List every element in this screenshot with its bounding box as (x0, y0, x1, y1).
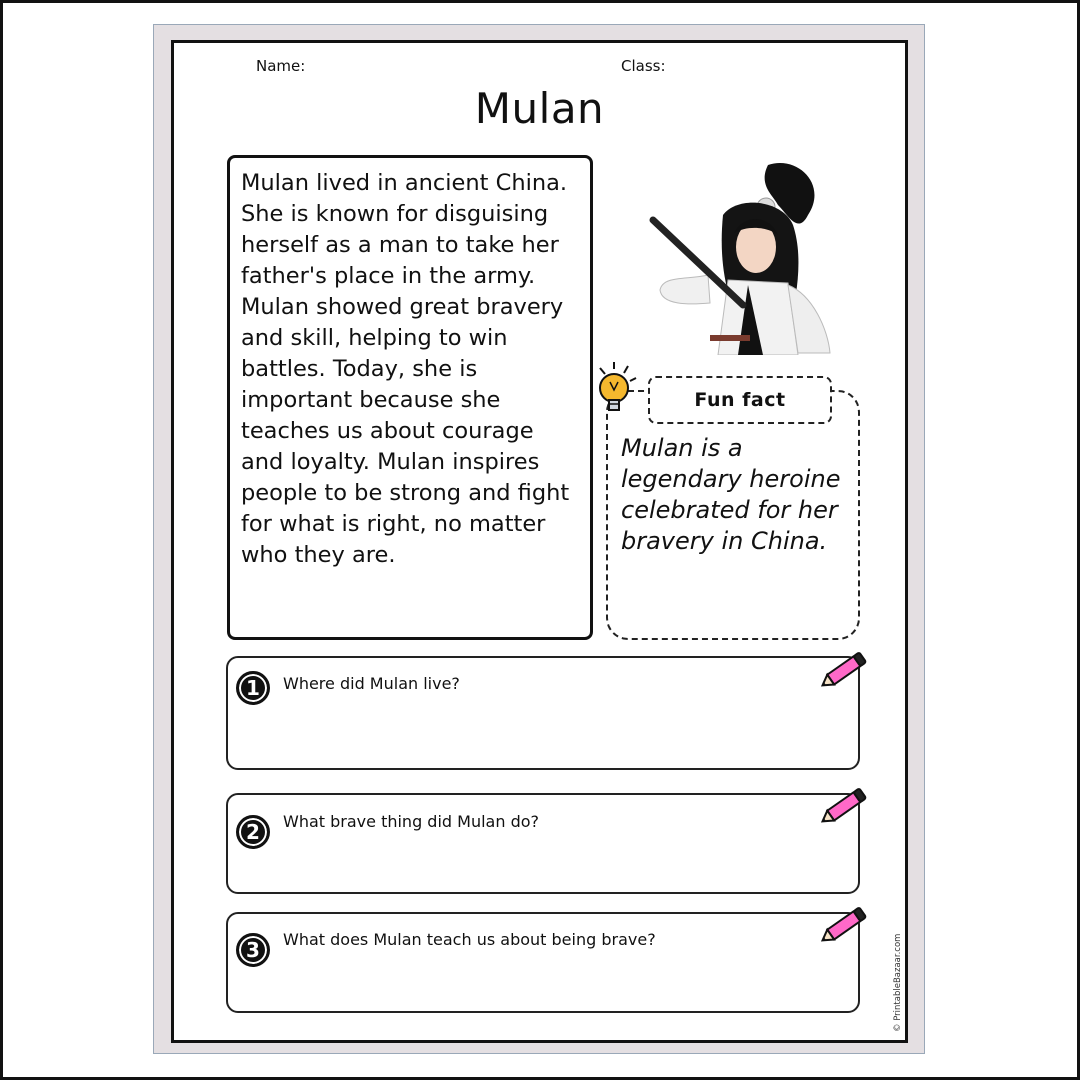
fun-fact-text: Mulan is a legendary heroine celebrated for her bravery in China. (621, 434, 841, 555)
answer-box-2[interactable] (226, 793, 860, 894)
answer-box-3[interactable] (226, 912, 860, 1013)
pencil-icon (816, 784, 870, 830)
reading-passage: Mulan lived in ancient China. She is known for disguising herself as a man to take her father's place in the army. Mulan showed great bravery and skill, helping to win battles. Today, she is important because she teaches us about courage and loyalty. Mulan inspires people to be strong and fight for what is right, no matter who they are. (241, 170, 570, 568)
name-label: Name: (256, 57, 306, 75)
pencil-icon (816, 648, 870, 694)
question-text-1: Where did Mulan live? (283, 674, 460, 693)
question-number-2: 2 (236, 815, 270, 849)
question-number-1: 1 (236, 671, 270, 705)
question-text-3: What does Mulan teach us about being brave? (283, 930, 656, 949)
question-text-2: What brave thing did Mulan do? (283, 812, 540, 831)
class-label: Class: (621, 57, 666, 75)
copyright-notice: © PrintableBazaar.com (893, 933, 903, 1032)
pencil-icon (816, 903, 870, 949)
mulan-illustration (648, 155, 834, 355)
fun-fact-label: Fun fact (648, 376, 832, 424)
lightbulb-icon (592, 360, 640, 422)
reading-passage-box (227, 155, 593, 640)
page-title: Mulan (474, 84, 605, 133)
question-number-3: 3 (236, 933, 270, 967)
